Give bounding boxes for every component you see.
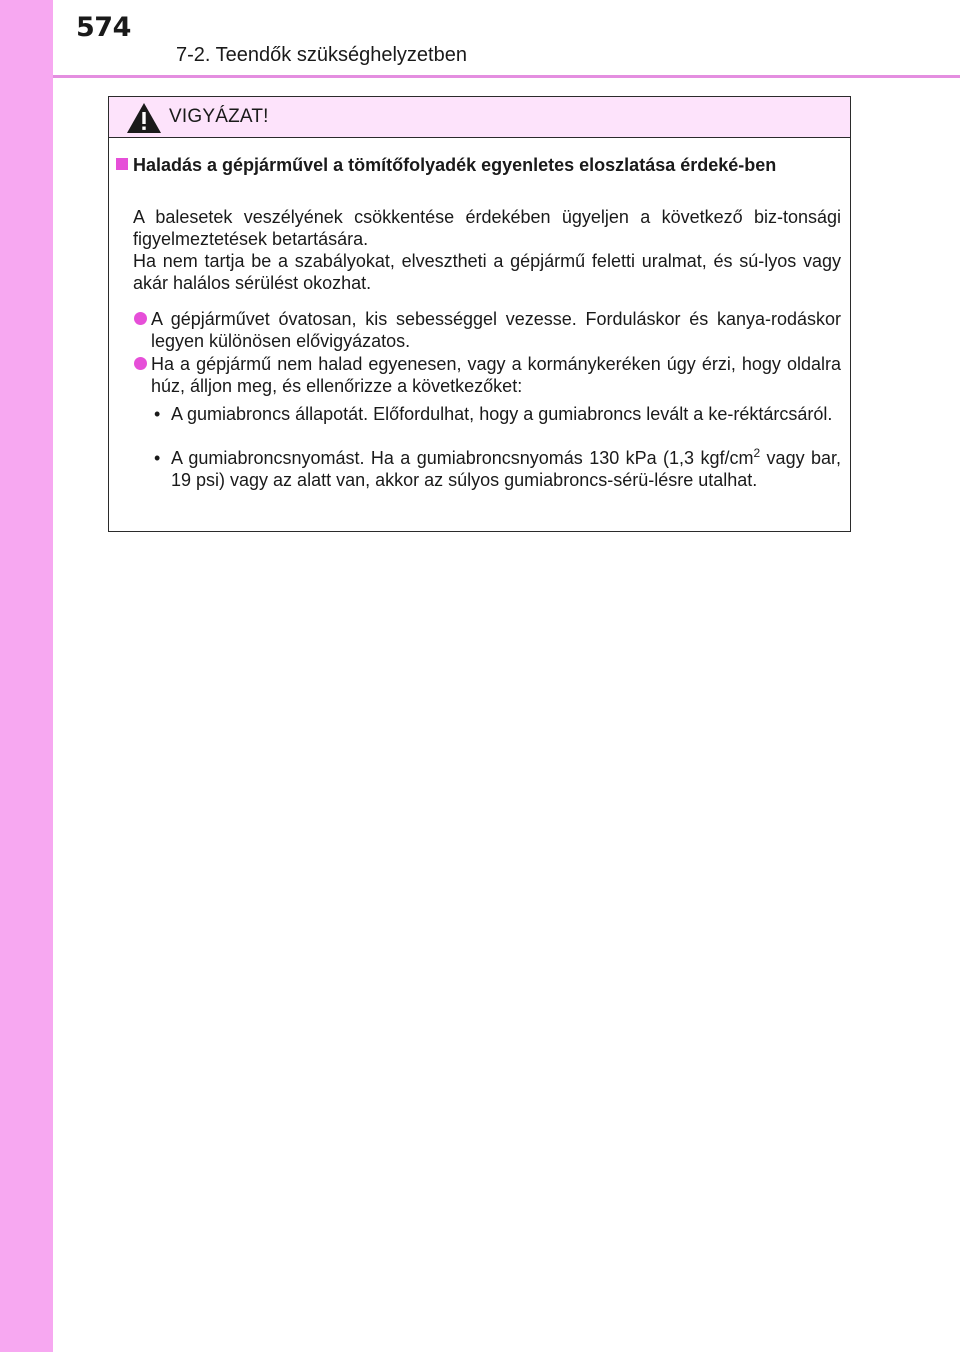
sub-bullet: • xyxy=(154,404,161,424)
square-bullet-icon xyxy=(116,158,128,170)
sub-list-item-text: A gumiabroncs állapotát. Előfordulhat, hogy a gumiabroncs levált a ke-réktárcsáról. xyxy=(171,404,833,424)
warning-triangle-icon xyxy=(126,102,162,134)
caution-paragraph-1: A balesetek veszélyének csökkentése érdekében ügyeljen a következő biz-tonsági figyelmeztetések betartására. xyxy=(133,207,841,249)
sub-list-item-text-start: A gumiabroncsnyomást. Ha a gumiabroncsnyomás 130 kPa (1,3 kgf/cm xyxy=(171,448,754,468)
list-item xyxy=(151,353,841,397)
list-item-text: Ha a gépjármű nem halad egyenesen, vagy a kormánykeréken úgy érzi, hogy oldalra húz, álljon meg, és ellenőrizze a következőket: xyxy=(151,354,841,396)
section-title: 7-2. Teendők szükséghelyzetben xyxy=(176,44,467,66)
caution-heading-text: Haladás a gépjárművel a tömítőfolyadék egyenletes eloszlatása érdeké-ben xyxy=(133,155,777,175)
list-item xyxy=(151,308,841,352)
sub-list-item-text-end: vagy bar, 19 psi) vagy az alatt van, akkor az súlyos gumiabroncs-sérü-lésre utalhat. xyxy=(171,448,841,490)
round-bullet-icon xyxy=(134,357,147,370)
page-header xyxy=(0,0,960,80)
sub-list-item xyxy=(154,446,841,491)
sub-bullet: • xyxy=(154,448,161,468)
sub-list-item xyxy=(154,403,841,425)
caution-header xyxy=(109,97,850,138)
round-bullet-icon xyxy=(134,312,147,325)
side-accent-strip xyxy=(0,0,53,1352)
caution-box xyxy=(108,96,851,532)
superscript: 2 xyxy=(753,446,761,460)
caution-label: VIGYÁZAT! xyxy=(169,106,269,127)
header-divider xyxy=(53,75,960,78)
caution-heading xyxy=(133,154,841,176)
page-number: 574 xyxy=(76,12,131,43)
list-item-text: A gépjárművet óvatosan, kis sebességgel vezesse. Forduláskor és kanya-rodáskor legyen különösen elővigyázatos. xyxy=(151,309,841,351)
caution-paragraph-2: Ha nem tartja be a szabályokat, elvesztheti a gépjármű feletti uralmat, és sú-lyos vagy akár halálos sérülést okozhat. xyxy=(133,251,841,293)
